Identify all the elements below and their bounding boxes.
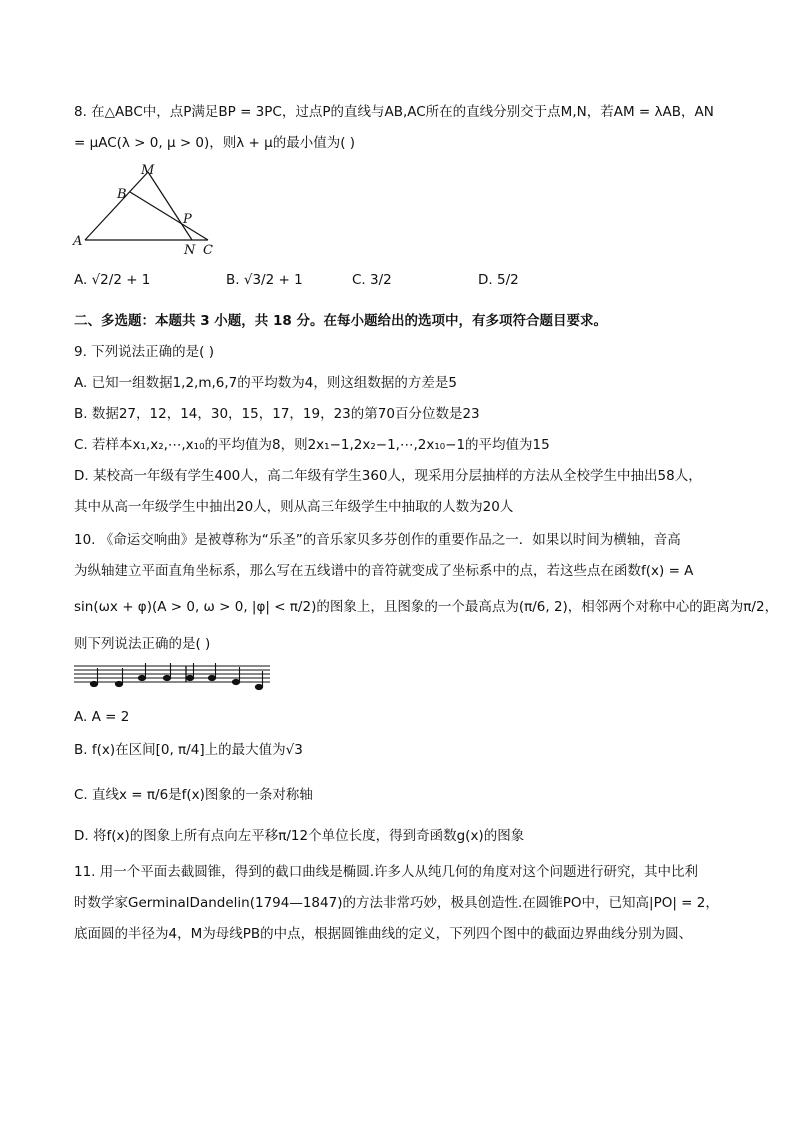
q9-option-d-line-1: D. 某校高一年级有学生400人，高二年级有学生360人，现采用分层抽样的方法从全校学生中抽出58人， [74,468,702,484]
note-1 [90,681,97,686]
segment-MN [148,172,192,240]
q10-option-c: C. 直线x = π/6是f(x)图象的一条对称轴 [74,787,313,803]
q9-stem: 9. 下列说法正确的是( ) [74,344,214,360]
music-staff-figure [74,662,274,692]
q9-option-d-line-2: 其中从高一年级学生中抽出20人，则从高三年级学生中抽取的人数为20人 [74,499,514,515]
q8-stem-line-2: = μAC(λ > 0, μ > 0)，则λ + μ的最小值为( ) [74,135,356,151]
note-8 [255,684,262,689]
label-N: N [184,243,196,258]
note-2 [115,681,122,686]
q9-option-b: B. 数据27，12，14，30，15，17，19，23的第70百分位数是23 [74,406,480,422]
q10-option-a: A. A = 2 [74,709,130,725]
note-5 [186,675,193,680]
q10-option-d: D. 将f(x)的图象上所有点向左平移π/12个单位长度，得到奇函数g(x)的图象 [74,828,525,844]
label-C: C [203,243,213,258]
section-2-header: 二、多选题：本题共 3 小题，共 18 分。在每小题给出的选项中，有多项符合题目要求。 [74,313,607,329]
label-P: P [183,212,192,227]
note-4 [163,675,170,680]
q11-stem-line-2: 时数学家GerminalDandelin(1794—1847)的方法非常巧妙，极具创造性.在圆锥PO中，已知高|PO| = 2， [74,895,719,911]
q9-option-a: A. 已知一组数据1,2,m,6,7的平均数为4，则这组数据的方差是5 [74,375,457,391]
q10-stem-line-4: 则下列说法正确的是( ) [74,636,211,652]
q8-option-c: C. 3/2 [352,272,392,288]
note-6 [208,675,215,680]
q11-stem-line-3: 底面圆的半径为4，M为母线PB的中点，根据圆锥曲线的定义，下列四个图中的截面边界曲线分别为圆、 [74,926,693,942]
note-7 [232,679,239,684]
q10-stem-line-1: 10. 《命运交响曲》是被尊称为“乐圣”的音乐家贝多芬创作的重要作品之一．如果以时间为横轴，音高 [74,532,681,548]
q11-stem-line-1: 11. 用一个平面去截圆锥，得到的截口曲线是椭圆.许多人从纯几何的角度对这个问题进行研究，其中比利 [74,864,699,880]
q8-options [74,272,734,296]
q9-option-c: C. 若样本x₁,x₂,⋯,x₁₀的平均值为8，则2x₁−1,2x₂−1,⋯,2x₁₀−1的平均值为15 [74,437,550,453]
q8-option-d: D. 5/2 [478,272,519,288]
segment-AM [85,172,148,240]
label-B: B [117,187,127,202]
q8-option-a: A. √2/2 + 1 [74,272,151,288]
q10-option-b: B. f(x)在区间[0, π/4]上的最大值为√3 [74,742,303,758]
q8-stem-line-1: 8. 在△ABC中，点P满足BP = 3PC，过点P的直线与AB,AC所在的直线分别交于点M,N，若AM = λAB，AN [74,104,714,120]
q8-triangle-figure [70,160,230,260]
q10-stem-line-2: 为纵轴建立平面直角坐标系，那么写在五线谱中的音符就变成了坐标系中的点，若这些点在函数f(x) = A [74,563,694,579]
note-3 [138,675,145,680]
label-A: A [73,234,83,249]
label-M: M [141,163,155,178]
segment-BC [130,192,208,240]
q10-stem-line-3: sin(ωx + φ)(A > 0, ω > 0, |φ| < π/2)的图象上，且图象的一个最高点为(π/6, 2)，相邻两个对称中心的距离为π/2， [74,599,779,615]
q8-option-b: B. √3/2 + 1 [226,272,303,288]
